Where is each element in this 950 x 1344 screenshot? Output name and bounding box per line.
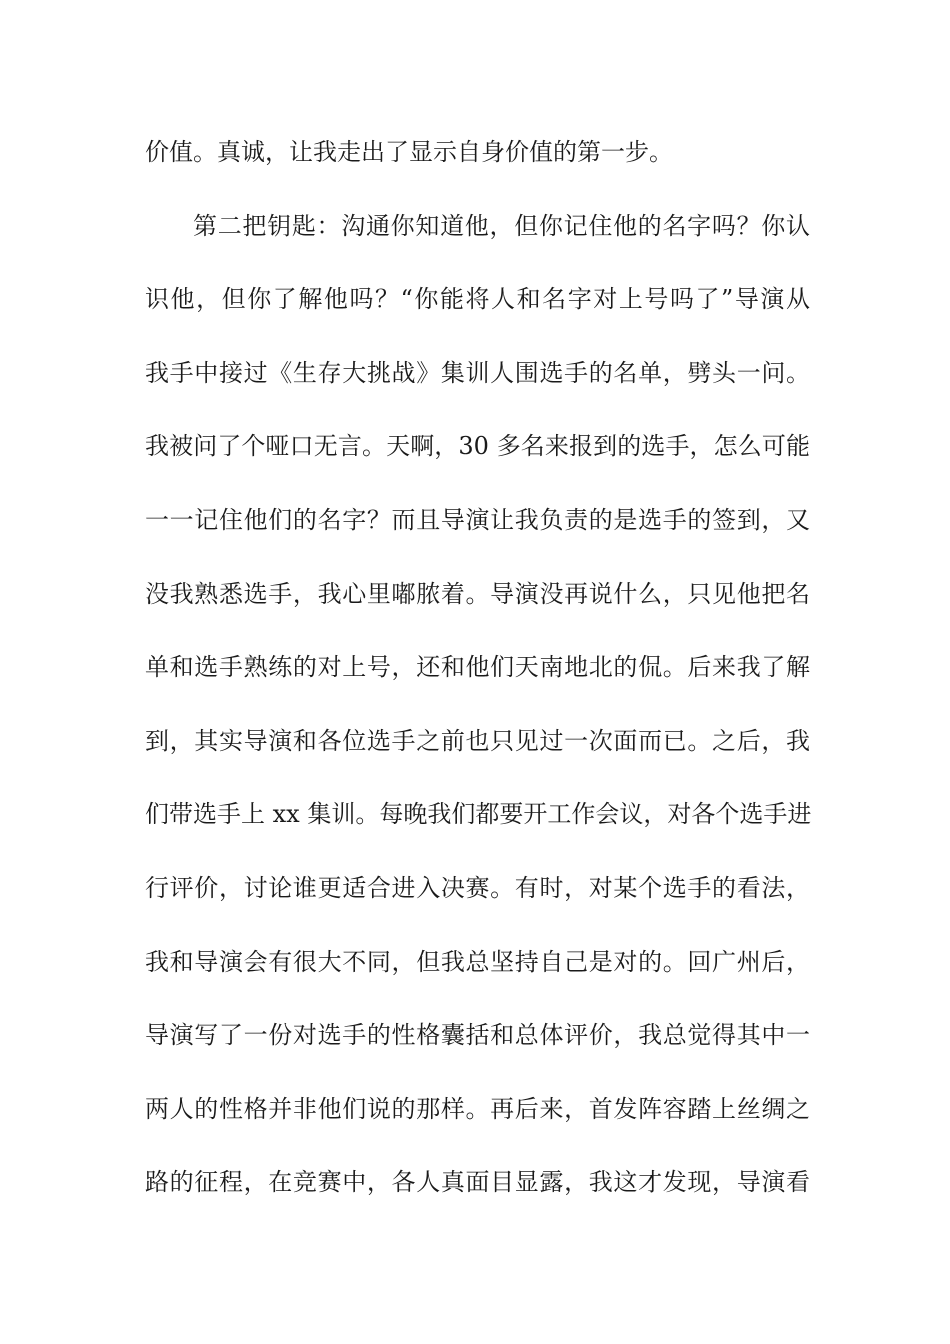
text-line: 到，其实导演和各位选手之前也只见过一次面而已。之后，我 [145, 726, 810, 755]
text-line: 价值。真诚，让我走出了显示自身价值的第一步。 [145, 138, 673, 166]
text-line: 我被问了个哑口无言。天啊，30 多名来报到的选手，怎么可能 [145, 432, 810, 461]
text-line: 识他，但你了解他吗？“你能将人和名字对上号吗了”导演从 [145, 285, 810, 314]
text-line: 第二把钥匙：沟通你知道他，但你记住他的名字吗？你认 [193, 211, 810, 240]
text-line: 一一记住他们的名字？而且导演让我负责的是选手的签到，又 [145, 505, 810, 534]
text-line: 们带选手上 xx 集训。每晚我们都要开工作会议，对各个选手进 [145, 800, 812, 829]
text-line: 我和导演会有很大不同，但我总坚持自己是对的。回广州后， [145, 947, 810, 976]
text-line: 单和选手熟练的对上号，还和他们天南地北的侃。后来我了解 [145, 653, 810, 682]
text-line: 行评价，讨论谁更适合进入决赛。有时，对某个选手的看法， [145, 873, 810, 902]
body-text [145, 128, 810, 1232]
text-line: 两人的性格并非他们说的那样。再后来，首发阵容踏上丝绸之 [145, 1094, 810, 1123]
text-line: 路的征程，在竞赛中，各人真面目显露，我这才发现，导演看 [145, 1168, 810, 1197]
text-line: 我手中接过《生存大挑战》集训人围选手的名单，劈头一问。 [145, 358, 810, 387]
text-line: 没我熟悉选手，我心里嘟脓着。导演没再说什么，只见他把名 [145, 579, 810, 608]
text-line: 导演写了一份对选手的性格囊括和总体评价，我总觉得其中一 [145, 1021, 810, 1050]
